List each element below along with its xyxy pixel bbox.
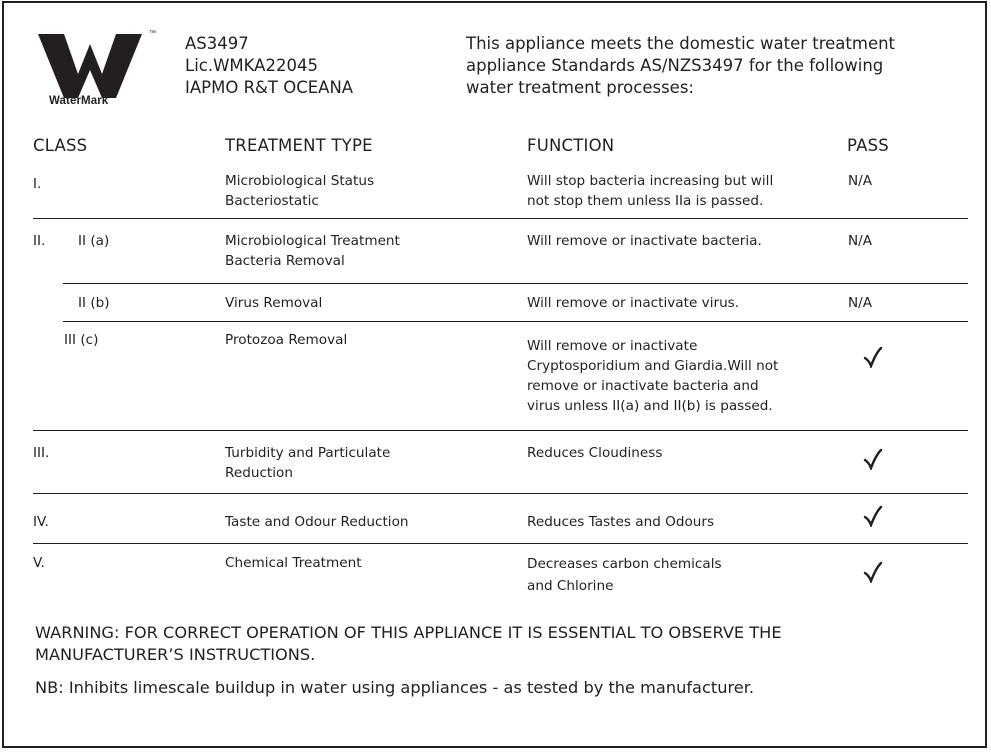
pass-status: N/A — [848, 233, 873, 249]
treatment-type: Virus Removal — [225, 295, 323, 311]
column-header-class: CLASS — [33, 136, 88, 155]
function-description: Will remove or inactivate bacteria. — [527, 233, 762, 249]
pass-check-icon — [863, 561, 883, 583]
function-description: Decreases carbon chemicals and Chlorine — [527, 556, 722, 594]
class-label: I. — [33, 176, 42, 192]
row-divider — [33, 430, 968, 431]
certificate-details — [185, 33, 353, 99]
subclass-label: II (b) — [78, 295, 110, 311]
treatment-type: Microbiological Treatment Bacteria Removal — [225, 233, 400, 269]
row-divider — [33, 493, 968, 494]
standard-number: AS3497 — [185, 34, 249, 53]
intro-statement — [466, 33, 895, 99]
licence-number: Lic.WMKA22045 — [185, 56, 318, 75]
intro-line: water treatment processes: — [466, 78, 694, 97]
limescale-note: NB: Inhibits limescale buildup in water using appliances - as tested by the manufacturer. — [35, 678, 755, 697]
function-description: Will remove or inactivate Cryptosporidium and Giardia.Will not remove or inactivate bacteria and virus unless II(a) and II(b) is passed. — [527, 338, 779, 414]
treatment-type: Protozoa Removal — [225, 332, 348, 348]
column-header-treatment-type: TREATMENT TYPE — [225, 136, 373, 155]
certifier-name: IAPMO R&T OCEANA — [185, 78, 354, 97]
trademark-symbol: ™ — [149, 30, 156, 37]
pass-check-icon — [863, 448, 883, 470]
certification-label — [2, 1, 987, 748]
pass-check-icon — [863, 346, 883, 368]
row-divider — [33, 543, 968, 544]
logo-caption: WaterMark — [49, 95, 109, 107]
pass-check-icon — [863, 505, 883, 527]
treatment-type: Turbidity and Particulate Reduction — [225, 445, 391, 481]
subclass-label: II (a) — [78, 233, 110, 249]
function-description: Will remove or inactivate virus. — [527, 295, 740, 311]
class-label: III. — [33, 445, 50, 461]
class-label: IV. — [33, 514, 49, 530]
column-header-pass: PASS — [847, 136, 889, 155]
column-header-function: FUNCTION — [527, 136, 615, 155]
function-description: Reduces Cloudiness — [527, 445, 663, 461]
warning-notice: WARNING: FOR CORRECT OPERATION OF THIS APPLIANCE IT IS ESSENTIAL TO OBSERVE THE MANUFACTURER’S INSTRUCTIONS. — [35, 623, 782, 664]
function-description: Reduces Tastes and Odours — [527, 514, 715, 530]
treatment-type: Microbiological Status Bacteriostatic — [225, 173, 375, 209]
intro-line: This appliance meets the domestic water treatment — [466, 34, 896, 53]
row-divider — [63, 283, 968, 284]
pass-status: N/A — [848, 173, 873, 189]
row-divider — [33, 218, 968, 219]
row-divider — [63, 321, 968, 322]
treatment-type: Chemical Treatment — [225, 555, 362, 571]
subclass-label: III (c) — [64, 332, 99, 348]
function-description: Will stop bacteria increasing but will not stop them unless IIa is passed. — [527, 173, 774, 209]
class-label: V. — [33, 555, 45, 571]
class-label: II. — [33, 233, 46, 249]
treatment-type: Taste and Odour Reduction — [225, 514, 409, 530]
intro-line: appliance Standards AS/NZS3497 for the following — [466, 56, 884, 75]
pass-status: N/A — [848, 295, 873, 311]
